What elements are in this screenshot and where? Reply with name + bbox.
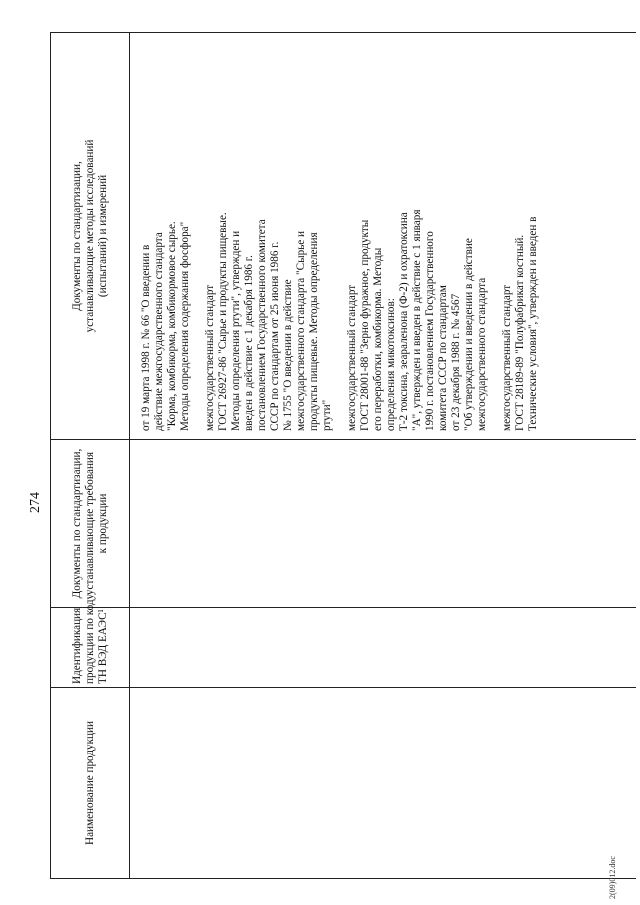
entry-line: межгосударственного стандарта — [476, 277, 488, 431]
entry-line: от 23 декабря 1988 г. № 4567 — [450, 293, 462, 431]
entry-line: Т-2 токсина, зеараленона (Ф-2) и охратоксина — [398, 212, 410, 431]
entry-line: ртути" — [321, 399, 333, 431]
entry-line: комитета СССР по стандартам — [437, 285, 449, 431]
entry-line: 1990 г. постановлением Государственного — [424, 231, 436, 431]
header-methods-line: (испытаний) и измерений — [96, 174, 109, 298]
methods-entries — [130, 33, 540, 439]
header-methods-docs — [51, 33, 130, 440]
standard-entry — [501, 37, 540, 431]
entry-line: ГОСТ 26927-86 "Сырье и продукты пищевые. — [217, 212, 229, 431]
header-product-name: Наименование продукции — [51, 688, 130, 879]
cell-product-name — [130, 688, 637, 879]
cell-methods-docs — [130, 33, 637, 440]
standard-entry — [140, 37, 192, 431]
entry-line: его переработки, комбикорма. Методы — [372, 247, 384, 431]
standards-table — [50, 32, 636, 879]
footer-code: 2(09)012.doc — [608, 856, 617, 899]
entry-line: межгосударственный стандарт — [204, 284, 216, 431]
entry-line: введен в действие с 1 декабря 1986 г. — [243, 255, 255, 431]
cell-requirements-docs — [130, 440, 637, 608]
table-header-row — [51, 33, 130, 879]
page-number: 274 — [28, 492, 43, 513]
header-methods-line: Документы по стандартизации, — [70, 161, 83, 311]
table-row — [130, 33, 637, 879]
entry-line: межгосударственный стандарт — [346, 284, 358, 431]
header-requirements-line: к продукции — [96, 493, 109, 554]
entry-line: "Об утверждении и введении в действие — [463, 238, 475, 431]
entry-line: действие межгосударственного стандарта — [153, 232, 165, 431]
standard-entry — [204, 37, 334, 431]
entry-line: № 1755 "О введении в действие — [282, 279, 294, 431]
entry-line: ГОСТ 28001-88 "Зерно фуражное, продукты — [359, 219, 371, 431]
header-methods-line: устанавливающие методы исследований — [83, 139, 96, 333]
entry-line: продукты пищевые. Методы определения — [308, 232, 320, 431]
header-requirements-docs — [51, 440, 130, 608]
header-requirements-line: Документы по стандартизации, — [70, 448, 83, 599]
entry-line: постановлением Государственного комитета — [256, 219, 268, 431]
entry-line: "Корма, комбикорма, комбикормовое сырье. — [166, 221, 178, 431]
header-code-line: Идентификация — [70, 607, 83, 684]
entry-line: Методы определения ртути", утвержден и — [230, 230, 242, 431]
entry-line: СССР по стандартам от 25 июня 1986 г. — [269, 241, 281, 431]
entry-line: "А", утвержден и введен в действие с 1 января — [411, 209, 423, 431]
entry-line: Технические условия", утвержден и введен в — [527, 216, 539, 431]
entry-line: ГОСТ 28189-89 "Полуфабрикат костный. — [514, 234, 526, 431]
header-code-line: ТН ВЭД ЕАЭС¹ — [96, 609, 109, 684]
header-code-line: продукции по коду — [83, 593, 96, 684]
header-requirements-line: устанавливающие требования — [83, 451, 96, 596]
cell-code — [130, 608, 637, 688]
entry-line: от 19 марта 1998 г. № 66 "О введении в — [140, 244, 152, 431]
entry-line: Методы определения содержания фосфора" — [179, 221, 191, 431]
entry-line: определения микотоксинов: — [385, 298, 397, 431]
entry-line: межгосударственный стандарт — [501, 284, 513, 431]
entry-line: межгосударственного стандарта "Сырье и — [295, 230, 307, 431]
standard-entry — [346, 37, 489, 431]
header-code — [51, 593, 130, 688]
